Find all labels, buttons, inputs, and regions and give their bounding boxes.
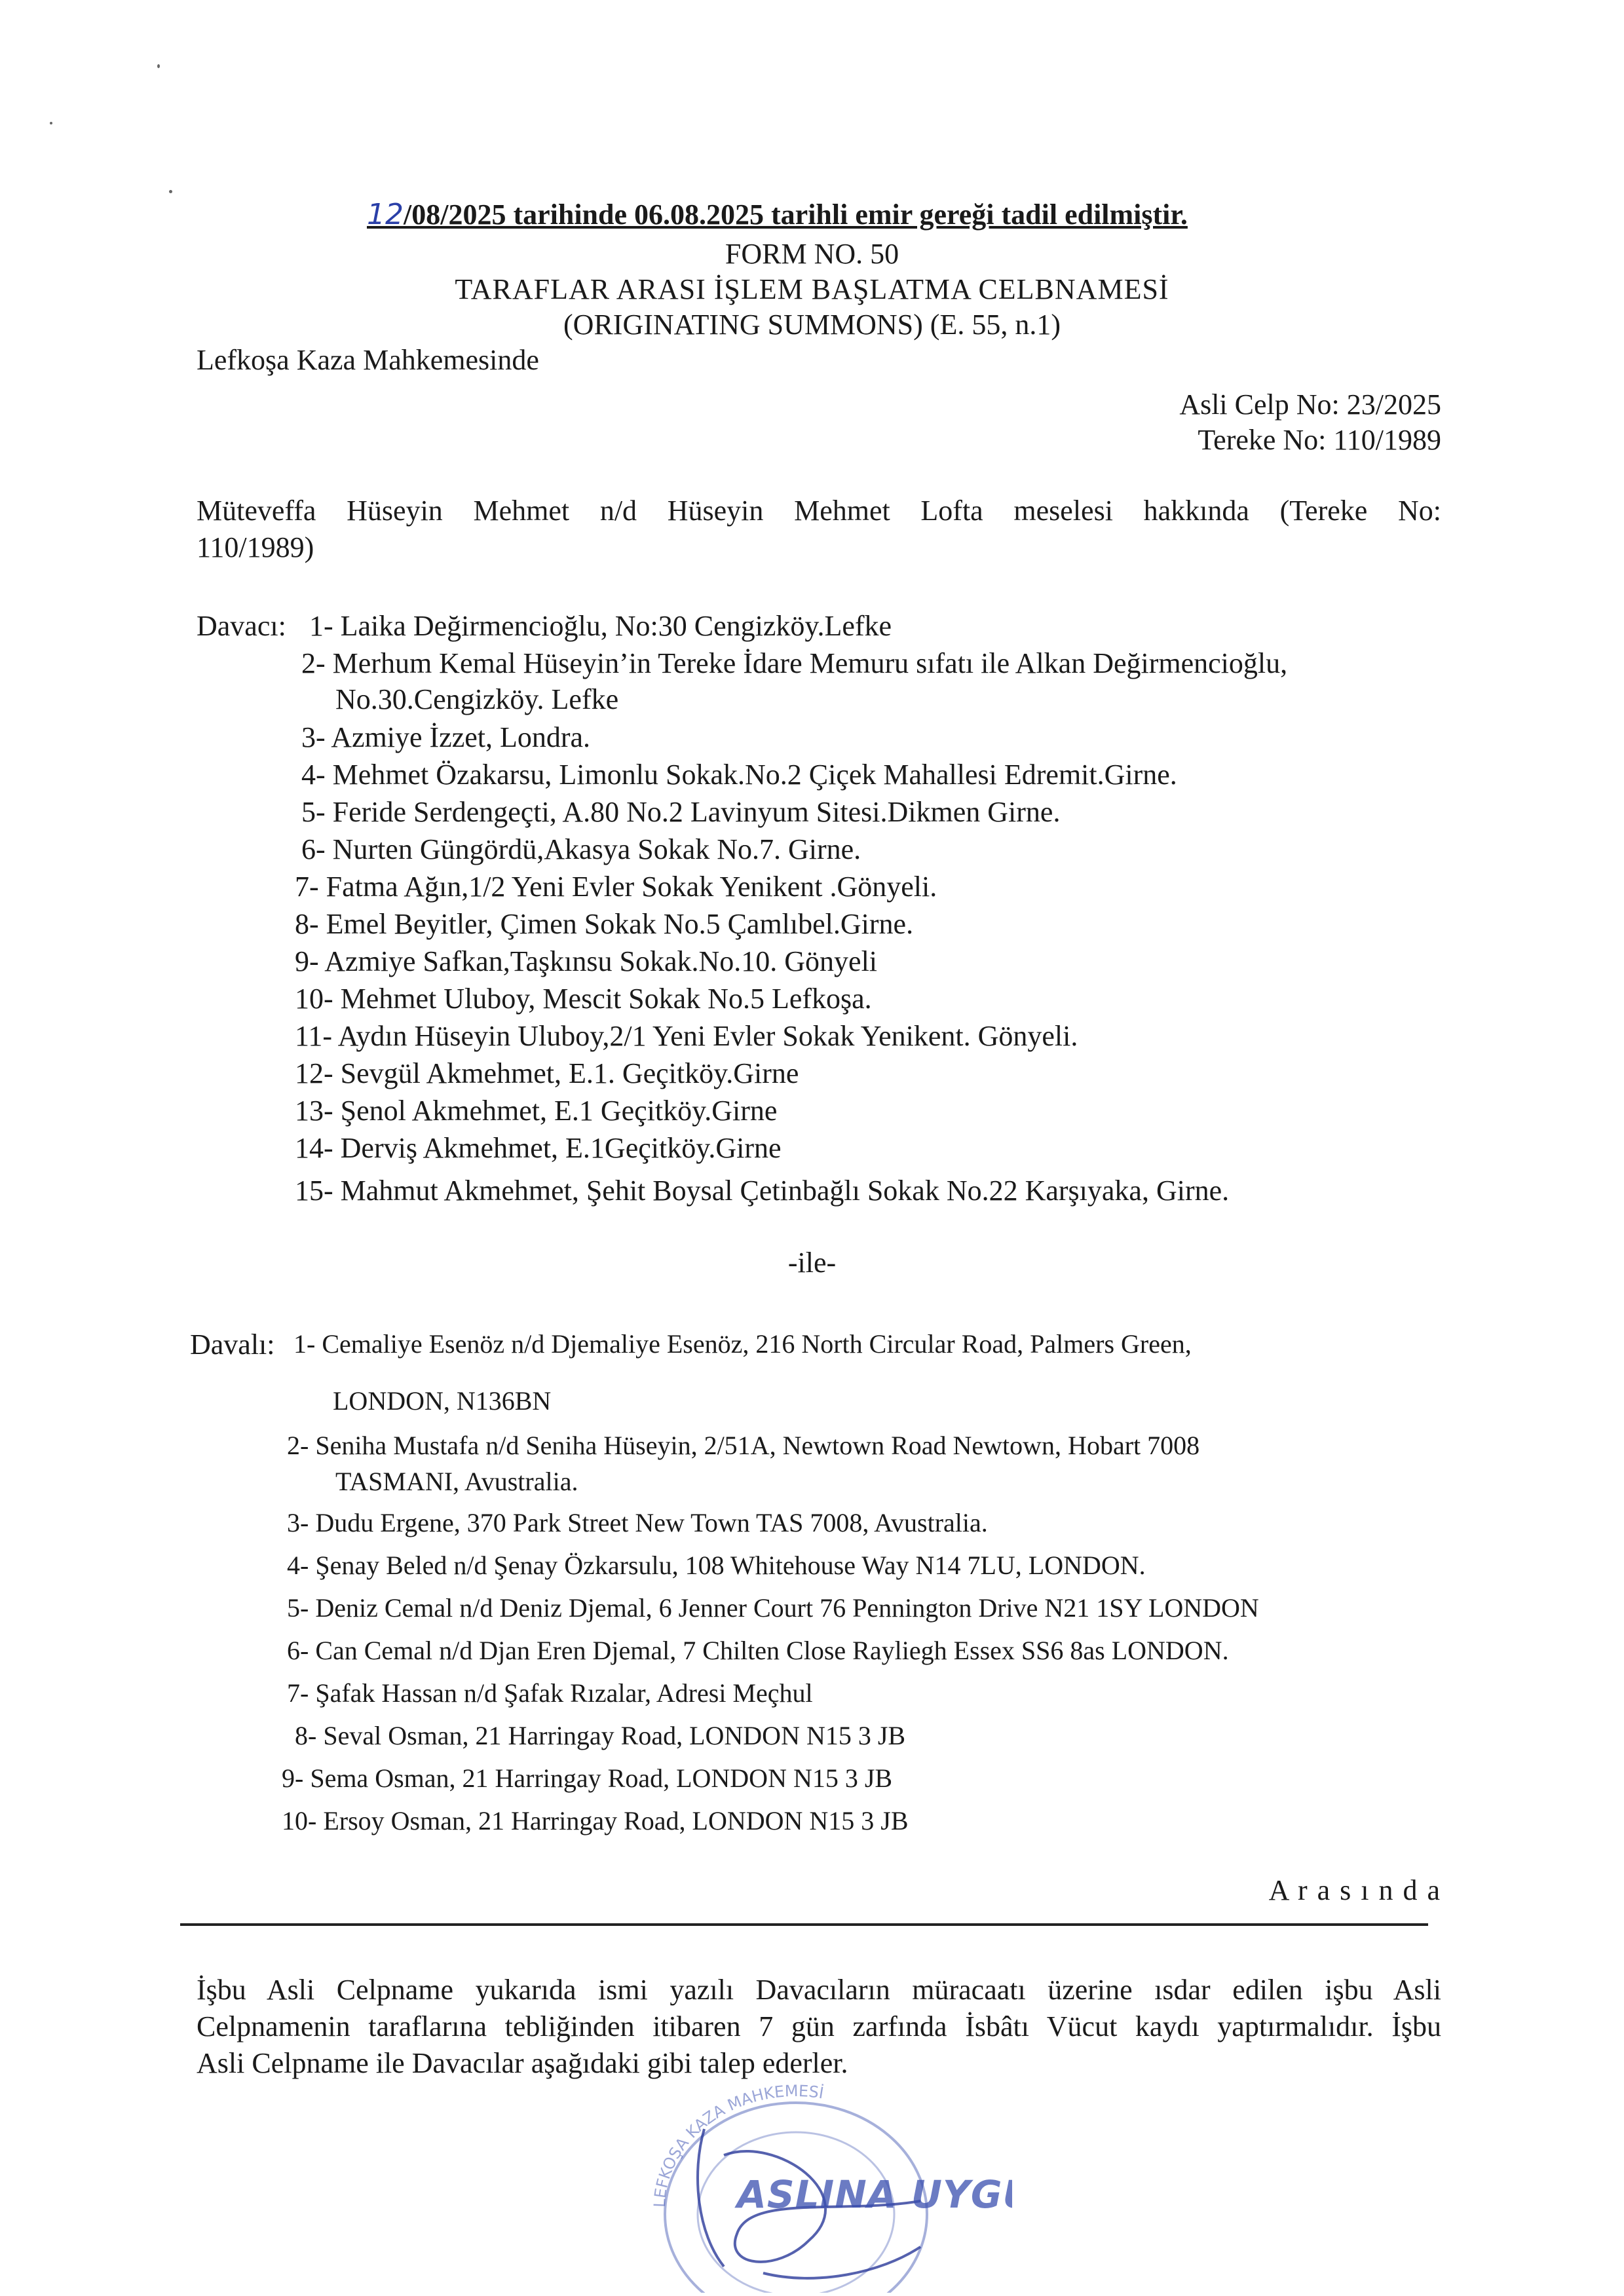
plaintiff-item: 5- Feride Serdengeçti, A.80 No.2 Lavinyum Sitesi.Dikmen Girne. — [301, 796, 1061, 828]
body-line-2: Celpnamenin taraflarına tebliğinden itibaren 7 gün zarfında İsbâtı Vücut kaydı yaptırmalıdır. İşbu — [197, 2010, 1441, 2042]
defendant-item-continuation: LONDON, N136BN — [333, 1386, 552, 1416]
plaintiff-item: 4- Mehmet Özakarsu, Limonlu Sokak.No.2 Çiçek Mahallesi Edremit.Girne. — [301, 759, 1177, 791]
plaintiff-item: 13- Şenol Akmehmet, E.1 Geçitköy.Girne — [295, 1095, 778, 1127]
defendant-item: 4- Şenay Beled n/d Şenay Özkarsulu, 108 Whitehouse Way N14 7LU, LONDON. — [287, 1551, 1146, 1580]
defendant-item: 7- Şafak Hassan n/d Şafak Rızalar, Adresi Meçhul — [287, 1678, 813, 1708]
plaintiff-item: 1- Laika Değirmencioğlu, No:30 Cengizköy.Lefke — [309, 610, 892, 642]
plaintiff-item: 12- Sevgül Akmehmet, E.1. Geçitköy.Girne — [295, 1057, 799, 1089]
defendant-item: 3- Dudu Ergene, 370 Park Street New Town TAS 7008, Avustralia. — [287, 1508, 988, 1537]
plaintiff-item: 11- Aydın Hüseyin Uluboy,2/1 Yeni Evler Sokak Yenikent. Gönyeli. — [295, 1020, 1078, 1052]
defendant-item-continuation: TASMANI, Avustralia. — [335, 1467, 578, 1496]
parties-separator: -ile- — [787, 1247, 837, 1279]
plaintiff-item-continuation: No.30.Cengizköy. Lefke — [335, 683, 619, 715]
plaintiff-item: 3- Azmiye İzzet, Londra. — [301, 721, 591, 753]
court-name: Lefkoşa Kaza Mahkemesinde — [197, 344, 539, 376]
scan-speck — [157, 64, 160, 68]
stamp-ring-text: LEFKOŞA KAZA MAHKEMESİ — [650, 2081, 825, 2208]
plaintiff-item: 9- Azmiye Safkan,Taşkınsu Sokak.No.10. Gönyeli — [295, 945, 878, 977]
section-divider — [180, 1923, 1428, 1926]
plaintiff-item: 10- Mehmet Uluboy, Mescit Sokak No.5 Lefkoşa. — [295, 983, 872, 1015]
scan-speck — [169, 190, 172, 193]
amendment-note — [367, 198, 1317, 231]
plaintiff-item: 7- Fatma Ağın,1/2 Yeni Evler Sokak Yenikent .Gönyeli. — [295, 871, 937, 903]
defendants-label: Davalı: — [190, 1328, 275, 1361]
matter-line-1: Müteveffa Hüseyin Mehmet n/d Hüseyin Mehmet Lofta meselesi hakkında (Tereke No: — [197, 495, 1441, 527]
plaintiff-item: 14- Derviş Akmehmet, E.1Geçitköy.Girne — [295, 1132, 782, 1164]
defendant-item: 2- Seniha Mustafa n/d Seniha Hüseyin, 2/51A, Newtown Road Newtown, Hobart 7008 — [287, 1431, 1200, 1460]
plaintiffs-label: Davacı: — [197, 610, 286, 642]
body-line-3: Asli Celpname ile Davacılar aşağıdaki gibi talep ederler. — [197, 2047, 848, 2079]
between-label: A r a s ı n d a — [1268, 1874, 1441, 1906]
stamp-text: ASLINA UYG — [737, 2172, 1003, 2217]
form-subtitle: (ORIGINATING SUMMONS) (E. 55, n.1) — [563, 309, 1061, 341]
defendant-item: 6- Can Cemal n/d Djan Eren Djemal, 7 Chilten Close Rayliegh Essex SS6 8as LONDON. — [287, 1636, 1229, 1665]
form-title: TARAFLAR ARASI İŞLEM BAŞLATMA CELBNAMESİ — [455, 273, 1169, 305]
handwritten-day: 12 — [367, 198, 404, 231]
plaintiff-item: 2- Merhum Kemal Hüseyin’in Tereke İdare Memuru sıfatı ile Alkan Değirmencioğlu, — [301, 647, 1288, 679]
stamp-graphic — [645, 2077, 1012, 2293]
plaintiff-item: 8- Emel Beyitler, Çimen Sokak No.5 Çamlıbel.Girne. — [295, 908, 914, 940]
plaintiff-item: 6- Nurten Güngördü,Akasya Sokak No.7. Girne. — [301, 833, 861, 865]
defendant-item: 1- Cemaliye Esenöz n/d Djemaliye Esenöz, 216 North Circular Road, Palmers Green, — [293, 1329, 1192, 1359]
scan-speck — [50, 122, 52, 124]
amendment-text: /08/2025 tarihinde 06.08.2025 tarihli emir gereği tadil edilmiştir. — [404, 198, 1188, 231]
matter-line-2: 110/1989) — [197, 531, 314, 563]
plaintiff-item: 15- Mahmut Akmehmet, Şehit Boysal Çetinbağlı Sokak No.22 Karşıyaka, Girne. — [295, 1175, 1230, 1207]
defendant-item: 9- Sema Osman, 21 Harringay Road, LONDON N15 3 JB — [282, 1763, 893, 1793]
defendant-item: 8- Seval Osman, 21 Harringay Road, LONDON N15 3 JB — [295, 1721, 906, 1750]
body-line-1: İşbu Asli Celpname yukarıda ismi yazılı Davacıların müracaatı üzerine ısdar edilen işbu Asli — [197, 1974, 1441, 2006]
estate-number: Tereke No: 110/1989 — [1198, 424, 1441, 456]
certified-copy-stamp — [645, 2077, 1012, 2293]
defendant-item: 5- Deniz Cemal n/d Deniz Djemal, 6 Jenner Court 76 Pennington Drive N21 1SY LONDON — [287, 1593, 1259, 1623]
case-number: Asli Celp No: 23/2025 — [1179, 388, 1441, 421]
form-number: FORM NO. 50 — [725, 238, 899, 270]
defendant-item: 10- Ersoy Osman, 21 Harringay Road, LONDON N15 3 JB — [282, 1806, 909, 1835]
